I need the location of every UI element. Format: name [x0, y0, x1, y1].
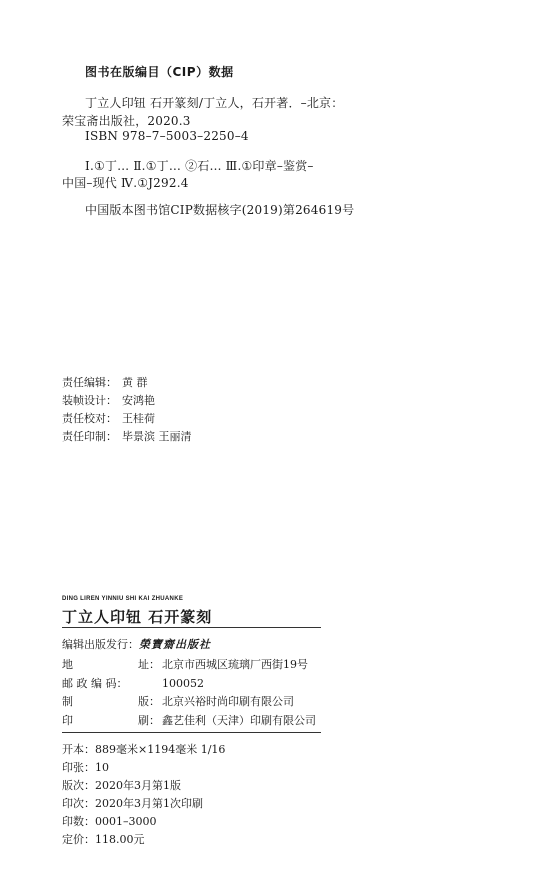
cip-line-publisher: 荣宝斋出版社，2020.3: [62, 114, 191, 128]
cip-line-isbn: ISBN 978–7–5003–2250–4: [85, 129, 249, 143]
spec-label: 印次：: [62, 797, 95, 810]
divider-top: [62, 627, 321, 628]
staff-label: 责任编辑：: [62, 376, 117, 389]
address-label-a: 地: [62, 658, 73, 671]
spec-value: 118.00元: [95, 833, 145, 846]
divider-bottom: [62, 732, 321, 733]
spec-edition: [62, 777, 181, 793]
spec-value: 0001–3000: [95, 815, 157, 828]
print-label-b: 刷：: [138, 714, 160, 727]
staff-designer: [62, 392, 155, 408]
postcode-value: 100052: [162, 677, 204, 690]
staff-label: 责任印制：: [62, 430, 117, 443]
spec-price: [62, 831, 145, 847]
spec-format: [62, 741, 225, 757]
publisher-logo-text: 榮寶齋出版社: [139, 638, 211, 651]
postcode-row: [62, 675, 204, 691]
cip-heading: 图书在版编目（CIP）数据: [85, 65, 234, 79]
spec-value: 2020年3月第1版: [95, 779, 181, 792]
spec-value: 889毫米×1194毫米 1/16: [95, 743, 226, 756]
staff-value: 毕景滨 王丽清: [122, 430, 192, 443]
spec-label: 印张：: [62, 761, 95, 774]
printer-row: [62, 712, 316, 728]
plate-row: [62, 693, 294, 709]
staff-value: 安鸿艳: [122, 394, 155, 407]
book-title: 丁立人印钮 石开篆刻: [62, 608, 213, 626]
staff-proofreader: [62, 410, 155, 426]
plate-label-b: 版：: [138, 695, 160, 708]
cip-line-subjects: Ⅰ.①丁… Ⅱ.①丁… ②石… Ⅲ.①印章–鉴赏–: [85, 159, 314, 173]
book-title-pinyin: DING LIREN YINNIU SHI KAI ZHUANKE: [62, 596, 184, 602]
plate-value: 北京兴裕时尚印刷有限公司: [162, 695, 294, 708]
staff-label: 装帧设计：: [62, 394, 117, 407]
address-value: 北京市西城区琉璃厂西街19号: [162, 658, 308, 671]
staff-editor: [62, 374, 148, 390]
spec-value: 10: [95, 761, 109, 774]
staff-printing: [62, 428, 192, 444]
publisher-label: 编辑出版发行：: [62, 638, 139, 651]
address-label-b: 址：: [138, 658, 160, 671]
print-label-a: 印: [62, 714, 73, 727]
spec-label: 版次：: [62, 779, 95, 792]
spec-printing: [62, 795, 203, 811]
staff-value: 王桂荷: [122, 412, 155, 425]
print-value: 鑫艺佳利（天津）印刷有限公司: [162, 714, 316, 727]
cip-line-title: 丁立人印钮 石开篆刻/丁立人，石开著．–北京：: [85, 96, 344, 110]
plate-label-a: 制: [62, 695, 73, 708]
spec-print-run: [62, 813, 157, 829]
publisher-row: [62, 636, 211, 652]
spec-value: 2020年3月第1次印刷: [95, 797, 203, 810]
cip-line-record-number: 中国版本图书馆CIP数据核字(2019)第264619号: [85, 203, 355, 217]
spec-label: 定价：: [62, 833, 95, 846]
spec-label: 开本：: [62, 743, 95, 756]
staff-label: 责任校对：: [62, 412, 117, 425]
address-row: [62, 656, 308, 672]
staff-value: 黄 群: [122, 376, 148, 389]
spec-sheets: [62, 759, 109, 775]
cip-line-classification: 中国–现代 Ⅳ.①J292.4: [62, 176, 189, 190]
postcode-label: 邮 政 编 码：: [62, 677, 128, 690]
spec-label: 印数：: [62, 815, 95, 828]
